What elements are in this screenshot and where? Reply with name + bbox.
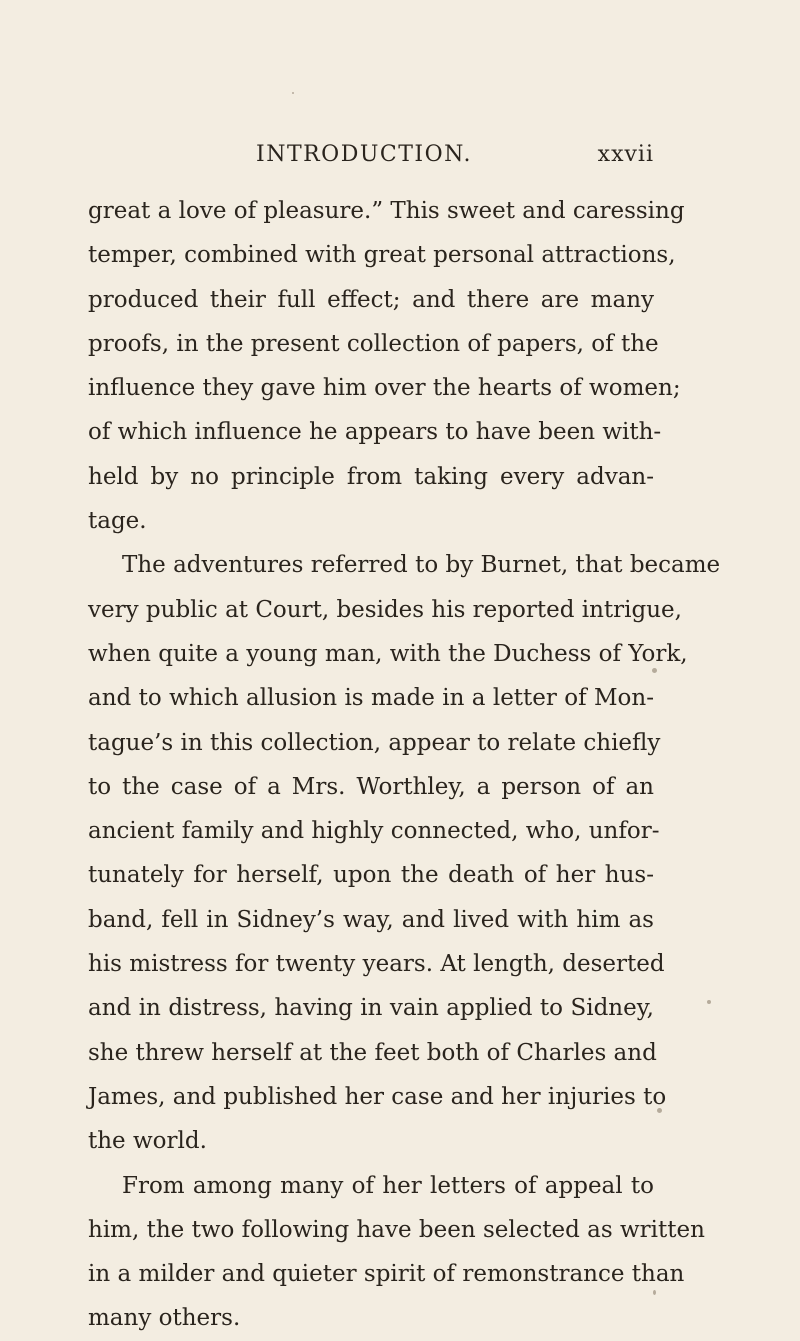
paper-speck xyxy=(657,1108,662,1113)
text-line: proofs, in the present collection of papers, of the xyxy=(88,330,659,357)
text-line: when quite a young man, with the Duchess of York, xyxy=(88,640,688,667)
text-line: great a love of pleasure.” This sweet and caressing xyxy=(88,198,685,224)
text-line: temper, combined with great personal attractions, xyxy=(88,242,676,269)
text-line: From among many of her letters of appeal to xyxy=(122,1172,654,1199)
text-line: the world. xyxy=(88,1128,207,1155)
text-line: very public at Court, besides his reported intrigue, xyxy=(88,596,682,623)
text-line: The adventures referred to by Burnet, that became xyxy=(122,552,721,579)
text-line: she threw herself at the feet both of Charles and xyxy=(88,1039,657,1066)
text-line: many others. xyxy=(88,1305,241,1332)
text-line: ancient family and highly connected, who, unfor- xyxy=(88,818,660,845)
text-line: held by no principle from taking every advan- xyxy=(88,463,654,490)
text-line: produced their full effect; and there are many xyxy=(88,286,654,313)
text-line: and to which allusion is made in a letter of Mon- xyxy=(88,685,654,712)
paper-speck xyxy=(653,1290,656,1295)
text-line: tague’s in this collection, appear to relate chiefly xyxy=(88,729,661,756)
text-line: James, and published her case and her injuries to xyxy=(88,1083,667,1110)
text-line: his mistress for twenty years. At length, deserted xyxy=(88,951,665,978)
running-head-title: INTRODUCTION. xyxy=(256,142,472,167)
paper-speck xyxy=(292,92,294,94)
text-line: him, the two following have been selected as written xyxy=(88,1216,705,1243)
paper-speck xyxy=(652,668,657,673)
running-head xyxy=(256,142,654,167)
text-line: in a milder and quieter spirit of remonstrance than xyxy=(88,1261,685,1288)
text-line: band, fell in Sidney’s way, and lived with him as xyxy=(88,906,654,933)
text-line: and in distress, having in vain applied to Sidney, xyxy=(88,995,654,1022)
text-line: tage. xyxy=(88,508,147,535)
paper-speck xyxy=(707,1000,711,1004)
text-line: to the case of a Mrs. Worthley, a person of an xyxy=(88,773,654,800)
text-line: of which influence he appears to have been with- xyxy=(88,419,662,446)
body-text xyxy=(88,189,721,1341)
text-line: influence they gave him over the hearts of women; xyxy=(88,375,681,402)
text-line: tunately for herself, upon the death of her hus- xyxy=(88,862,654,889)
page-number: xxvii xyxy=(597,142,654,167)
